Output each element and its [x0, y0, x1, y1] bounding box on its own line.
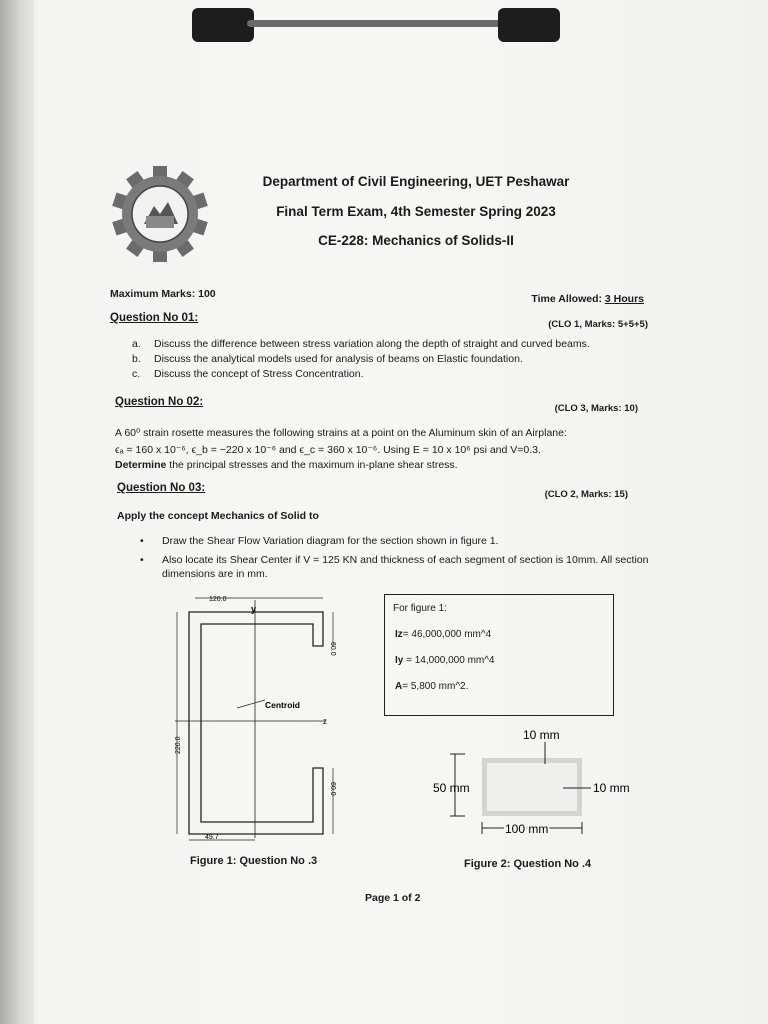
- q1-clo: (CLO 1, Marks: 5+5+5): [548, 319, 648, 330]
- iz-value: = 46,000,000 mm^4: [402, 629, 492, 640]
- figure2-section: [425, 722, 650, 847]
- a-value: = 5,800 mm^2.: [402, 681, 469, 692]
- clip-bar: [247, 20, 507, 27]
- properties-box: [384, 594, 614, 716]
- q3-bullet-text: Also locate its Shear Center if V = 125 KN and thickness of each segment of section is 10mm. All section dimensions are in mm.: [162, 554, 649, 580]
- q1-item-text: Discuss the analytical models used for analysis of beams on Elastic foundation.: [154, 353, 523, 365]
- bullet-dot-icon: •: [140, 554, 144, 566]
- channel-outline: [189, 612, 323, 834]
- q3-title: Question No 03:: [117, 482, 206, 494]
- centroid-leader: [237, 700, 265, 708]
- q1-item-b: [132, 352, 523, 366]
- q1-item-text: Discuss the difference between stress variation along the depth of straight and curved beams.: [154, 338, 590, 350]
- q3-clo: (CLO 2, Marks: 15): [544, 489, 628, 500]
- q1-item-label: b.: [132, 353, 141, 365]
- q1-item-a: [132, 337, 590, 351]
- q1-item-label: a.: [132, 338, 141, 350]
- paper-edge-shadow: [0, 0, 34, 1024]
- dim-height-label: 220.0: [175, 736, 182, 754]
- figure2-section-inner: [487, 763, 577, 811]
- dim-bottom-label: 49.7: [205, 834, 219, 841]
- header-exam: Final Term Exam, 4th Semester Spring 2023: [276, 204, 556, 219]
- props-title: For figure 1:: [393, 603, 447, 614]
- time-allowed: [500, 293, 644, 305]
- q3-bullet-text: Draw the Shear Flow Variation diagram for the section shown in figure 1.: [162, 535, 499, 547]
- q2-line3: [115, 458, 458, 472]
- q2-line2: ϵₐ = 160 x 10⁻⁶, ϵ_b = −220 x 10⁻⁶ and ϵ_c = 360 x 10⁻⁶. Using E = 10 x 10⁶ psi and V=0.3.: [115, 444, 541, 456]
- props-iz: [395, 629, 491, 640]
- q2-title: Question No 02:: [115, 396, 204, 408]
- max-marks: Maximum Marks: 100: [110, 288, 216, 300]
- q1-item-c: [132, 367, 364, 381]
- dim-lip-top-label: 60.0: [329, 642, 336, 656]
- iy-value: = 14,000,000 mm^4: [403, 655, 495, 666]
- q3-intro: Apply the concept Mechanics of Solid to: [117, 510, 319, 522]
- figure1-caption: Figure 1: Question No .3: [190, 855, 318, 867]
- logo-building: [146, 216, 174, 228]
- bullet-dot-icon: •: [140, 535, 144, 547]
- q3-bullet-2: [140, 553, 660, 581]
- fig2-top-dim: 10 mm: [523, 728, 560, 742]
- iy-label: Iy: [395, 655, 404, 666]
- centroid-label: Centroid: [265, 700, 300, 710]
- axis-z-label: z: [323, 717, 327, 726]
- props-iy: [395, 655, 494, 666]
- clipboard-clip: [192, 8, 562, 42]
- q2-line3-rest: the principal stresses and the maximum in-plane shear stress.: [166, 459, 458, 471]
- q1-item-label: c.: [132, 368, 141, 380]
- time-label: Time Allowed:: [531, 293, 605, 305]
- figure2-caption: Figure 2: Question No .4: [464, 858, 592, 870]
- fig2-left-dim: 50 mm: [433, 781, 470, 795]
- header-course: CE-228: Mechanics of Solids-II: [318, 233, 514, 248]
- header-department: Department of Civil Engineering, UET Peshawar: [262, 174, 570, 189]
- page-number: Page 1 of 2: [365, 892, 421, 904]
- clip-right-end: [498, 8, 560, 42]
- q2-line1: A 60⁰ strain rosette measures the following strains at a point on the Aluminum skin of an Airplane:: [115, 427, 567, 439]
- axis-y-label: y: [251, 604, 257, 614]
- fig2-right-dim: 10 mm: [593, 781, 630, 795]
- q1-title: Question No 01:: [110, 312, 199, 324]
- iz-label: Iz: [395, 629, 403, 640]
- q2-determine: Determine: [115, 459, 167, 471]
- q3-bullet-1: [140, 534, 660, 548]
- a-label: A: [395, 681, 403, 692]
- props-area: [395, 681, 468, 692]
- dim-top-label: 120.0: [209, 596, 227, 603]
- dim-lip-bottom-label: 60.0: [329, 782, 336, 796]
- figure1-channel-section: [165, 588, 355, 853]
- q1-item-text: Discuss the concept of Stress Concentration.: [154, 368, 364, 380]
- time-value: 3 Hours: [604, 293, 644, 305]
- q2-clo: (CLO 3, Marks: 10): [554, 403, 638, 414]
- clip-left-end: [192, 8, 254, 42]
- fig2-bottom-dim: 100 mm: [505, 822, 549, 836]
